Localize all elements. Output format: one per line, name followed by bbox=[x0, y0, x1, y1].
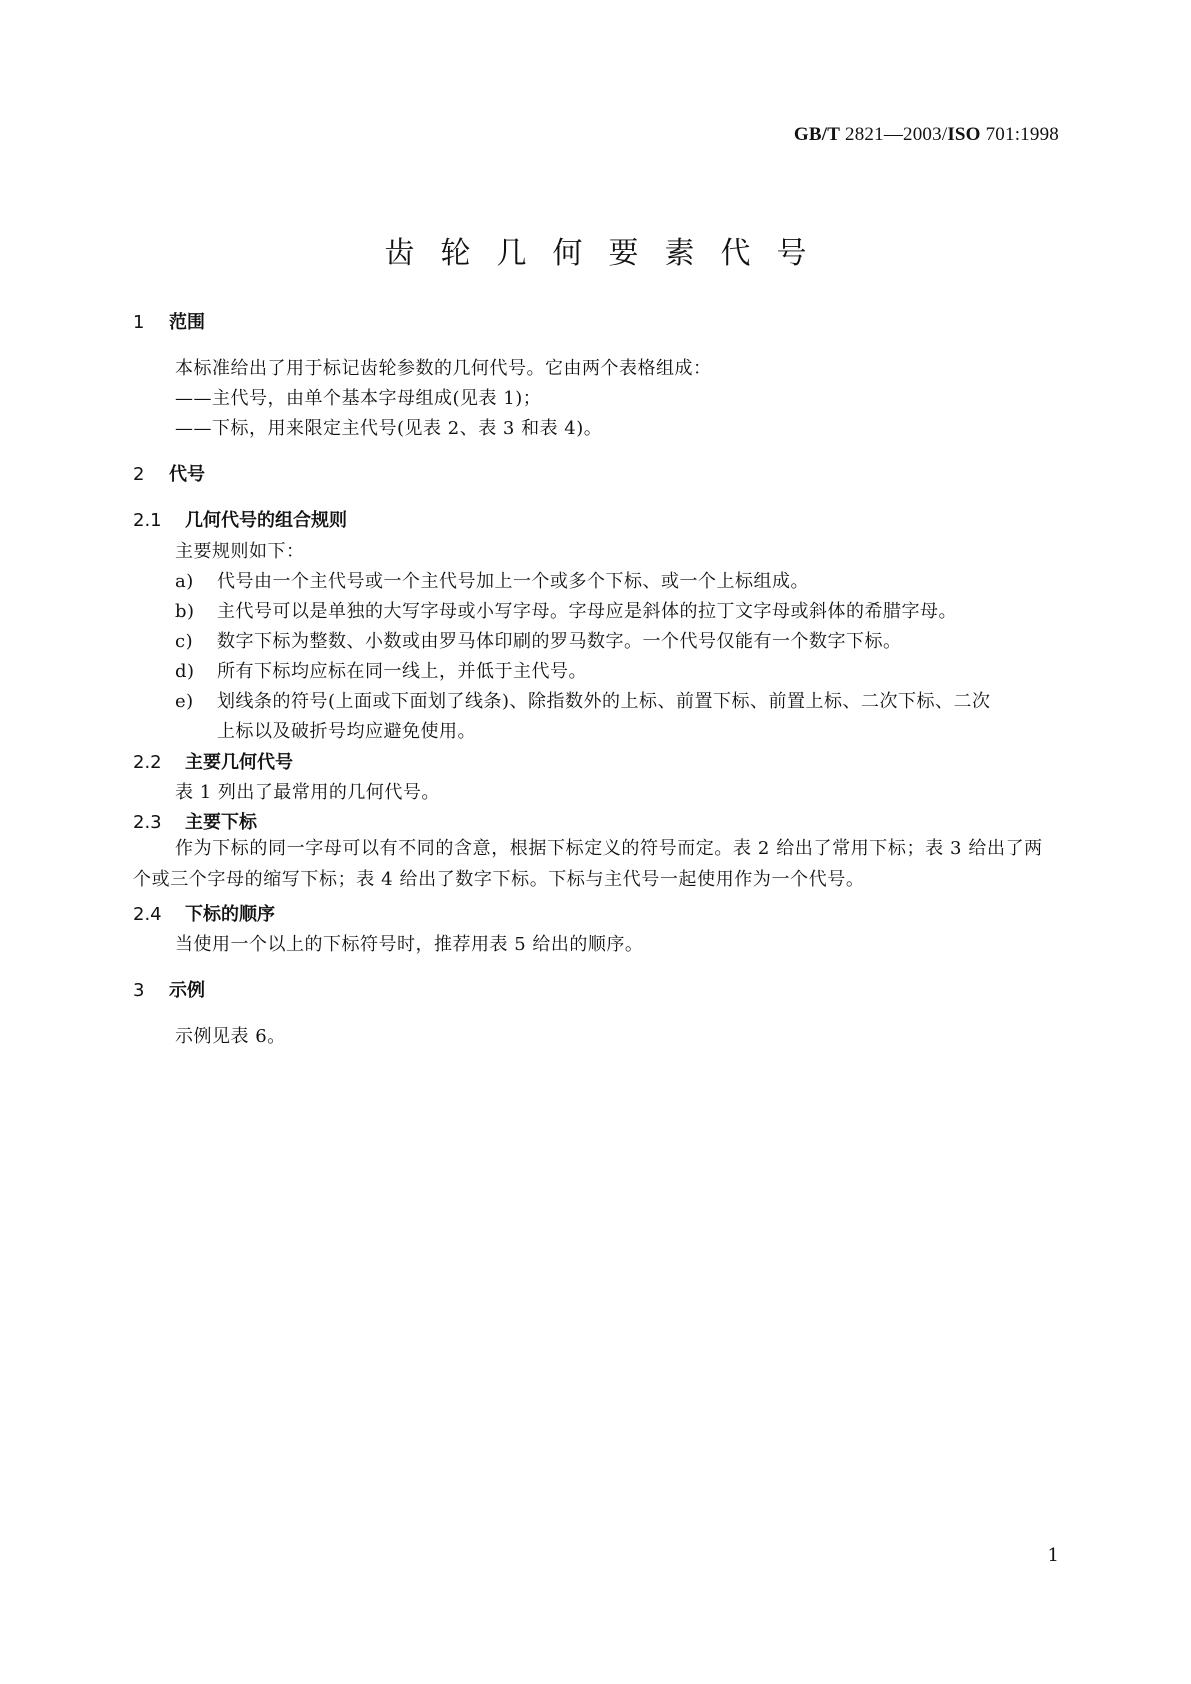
item-text: 所有下标均应标在同一线上，并低于主代号。 bbox=[217, 661, 587, 682]
section-number: 1 bbox=[133, 312, 145, 333]
rule-item-a bbox=[175, 567, 809, 593]
rule-item-d bbox=[175, 657, 587, 683]
rule-item-e bbox=[175, 687, 991, 713]
section-1-dash-item-1: ——主代号，由单个基本字母组成(见表 1)； bbox=[175, 388, 542, 409]
section-number: 3 bbox=[133, 980, 145, 1001]
section-number: 2.3 bbox=[133, 812, 162, 833]
item-marker: c) bbox=[175, 631, 194, 652]
document-title: 齿轮几何要素代号 bbox=[384, 236, 833, 271]
section-2-4-heading bbox=[133, 900, 275, 926]
section-2-2-heading bbox=[133, 748, 293, 774]
item-text: 代号由一个主代号或一个主代号加上一个或多个下标、或一个上标组成。 bbox=[217, 571, 809, 592]
section-number: 2.1 bbox=[133, 510, 162, 531]
section-number: 2.2 bbox=[133, 752, 162, 773]
item-marker: a) bbox=[175, 571, 194, 592]
rule-item-e-continuation: 上标以及破折号均应避免使用。 bbox=[217, 721, 476, 742]
section-2-heading bbox=[133, 460, 205, 486]
section-2-3-heading bbox=[133, 808, 257, 834]
section-title: 几何代号的组合规则 bbox=[185, 510, 347, 531]
section-1-dash-item-2: ——下标，用来限定主代号(见表 2、表 3 和表 4)。 bbox=[175, 418, 603, 439]
section-title: 示例 bbox=[169, 980, 205, 1001]
section-number: 2.4 bbox=[133, 904, 162, 925]
item-text: 划线条的符号(上面或下面划了线条)、除指数外的上标、前置下标、前置上标、二次下标、二次 bbox=[217, 691, 991, 712]
section-1-paragraph: 本标准给出了用于标记齿轮参数的几何代号。它由两个表格组成： bbox=[175, 358, 712, 379]
section-title: 下标的顺序 bbox=[185, 904, 275, 925]
item-marker: e) bbox=[175, 691, 194, 712]
section-title: 主要几何代号 bbox=[185, 752, 293, 773]
section-2-1-heading bbox=[133, 506, 347, 532]
page-number: 1 bbox=[1047, 1545, 1059, 1566]
section-title: 范围 bbox=[169, 312, 205, 333]
item-marker: b) bbox=[175, 601, 195, 622]
section-2-4-paragraph: 当使用一个以上的下标符号时，推荐用表 5 给出的顺序。 bbox=[175, 934, 644, 955]
rule-item-b bbox=[175, 597, 957, 623]
section-2-3-paragraph bbox=[133, 833, 1059, 895]
paragraph-text: 作为下标的同一字母可以有不同的含意，根据下标定义的符号而定。表 2 给出了常用下标；表 3 给出了两个或三个字母的缩写下标；表 4 给出了数字下标。下标与主代号一起使用作为一个代号。 bbox=[133, 838, 1043, 890]
section-1-heading bbox=[133, 308, 205, 334]
item-text: 主代号可以是单独的大写字母或小写字母。字母应是斜体的拉丁文字母或斜体的希腊字母。 bbox=[217, 601, 957, 622]
code-iso: ISO bbox=[947, 124, 981, 145]
section-title: 主要下标 bbox=[185, 812, 257, 833]
section-number: 2 bbox=[133, 464, 145, 485]
code-suffix: 701:1998 bbox=[980, 124, 1059, 145]
code-prefix: GB/T bbox=[793, 124, 841, 145]
section-3-heading bbox=[133, 976, 205, 1002]
section-title: 代号 bbox=[169, 464, 205, 485]
rule-item-c bbox=[175, 627, 902, 653]
section-2-2-paragraph: 表 1 列出了最常用的几何代号。 bbox=[175, 782, 440, 803]
standard-code bbox=[794, 124, 1059, 146]
section-3-paragraph: 示例见表 6。 bbox=[175, 1026, 286, 1047]
section-2-1-intro: 主要规则如下： bbox=[175, 541, 305, 562]
code-mid: 2821—2003/ bbox=[840, 124, 948, 145]
item-marker: d) bbox=[175, 661, 195, 682]
item-text: 数字下标为整数、小数或由罗马体印刷的罗马数字。一个代号仅能有一个数字下标。 bbox=[217, 631, 902, 652]
